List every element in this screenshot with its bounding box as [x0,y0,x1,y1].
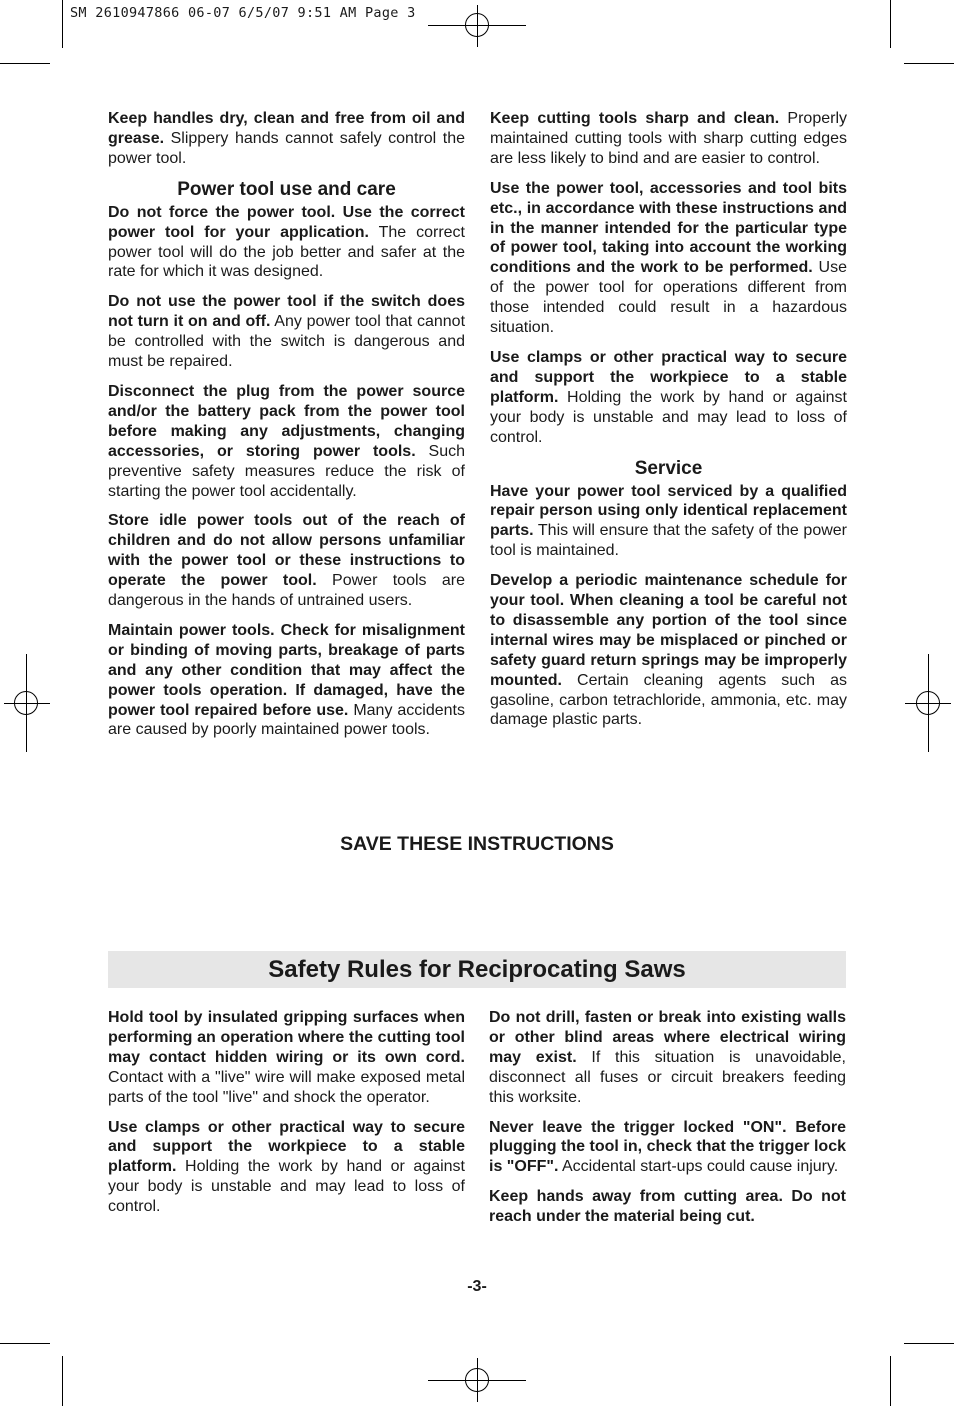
rule-paragraph [108,109,465,169]
heading-service: Service [634,457,703,479]
printer-slug: SM 2610947866 06-07 6/5/07 9:51 AM Page 3 [70,5,416,21]
rule-explanation: Properly maintained cutting tools with sharp cutting edges are less likely to bind and are easier to control. [490,110,847,167]
lower-left-column [108,1008,465,1227]
rule-bold-lead: Keep cutting tools sharp and clean. [490,110,780,127]
rule-bold-lead: Have your power tool serviced by a qualified repair person using only identical replacement parts. [490,482,847,540]
rule-paragraph [490,179,847,338]
rule-bold-lead: Do not force the power tool. Use the correct power tool for your application. [108,203,465,241]
rule-paragraph [489,1118,846,1178]
top-right-rules [490,109,847,448]
rule-bold-lead: Store idle power tools out of the reach of children and do not allow persons unfamiliar with the power tool or these instructions to operate the power tool. [108,512,465,590]
rule-bold-lead: Keep hands away from cutting area. Do not reach under the material being cut. [489,1188,846,1226]
rule-paragraph [490,571,847,730]
rule-explanation: Power tools are dangerous in the hands of untrained users. [108,572,466,610]
top-left-rules [108,109,465,169]
rule-paragraph [490,109,847,169]
rule-bold-lead: Use clamps or other practical way to secure and support the workpiece to a stable platform. [490,348,847,406]
rule-paragraph [108,511,465,611]
rule-explanation: Holding the work by hand or against your body is unstable and may lead to loss of control. [108,1158,465,1216]
rule-explanation: Slippery hands cannot safely control the power tool. [108,129,465,167]
rule-paragraph [490,482,847,562]
rule-paragraph [108,1008,465,1108]
upper-right-column [490,109,847,740]
rule-explanation: This will ensure that the safety of the power tool is maintained. [490,522,847,560]
rule-explanation: If this situation is unavoidable, disconnect all fuses or circuit breakers feeding this worksite. [489,1048,846,1106]
page-number: -3- [467,1278,487,1295]
use-care-rules [108,203,465,741]
rule-bold-lead: Do not drill, fasten or break into existing walls or other blind areas where electrical wiring may exist. [489,1009,846,1066]
rule-paragraph [489,1187,846,1227]
rule-paragraph [108,1118,465,1218]
rule-paragraph [489,1008,846,1108]
banner-title: Safety Rules for Reciprocating Saws [268,956,686,983]
save-instructions: SAVE THESE INSTRUCTIONS [340,833,614,855]
rule-bold-lead: Use clamps or other practical way to secure and support the workpiece to a stable platform. [108,1118,465,1176]
section-banner [108,951,846,988]
rule-paragraph [108,621,465,740]
rule-explanation: Use of the power tool for operations different from those intended could result in a hazardous situation. [490,259,847,337]
rule-explanation: Contact with a "live" wire will make exposed metal parts of the tool "live" and shock the operator. [108,1068,465,1106]
saw-right-rules [489,1008,846,1227]
upper-left-column [108,109,465,750]
rule-explanation: Accidental start-ups could cause injury. [558,1158,839,1176]
rule-explanation: Many accidents are caused by poorly maintained power tools. [108,701,466,739]
rule-bold-lead: Never leave the trigger locked "ON". Before plugging the tool in, check that the trigger lock is "OFF". [489,1118,846,1176]
heading-power-tool-use-care: Power tool use and care [177,178,396,200]
rule-explanation: Any power tool that cannot be controlled with the switch is dangerous and must be repaired. [108,313,466,371]
rule-paragraph [108,203,465,283]
lower-right-column [489,1008,846,1237]
rule-bold-lead: Keep handles dry, clean and free from oil and grease. [108,110,465,147]
rule-bold-lead: Maintain power tools. Check for misalignment or binding of moving parts, breakage of parts and any other condition that may affect the power tools operation. If damaged, have the power tool repaired before use. [108,621,465,719]
rule-bold-lead: Do not use the power tool if the switch does not turn it on and off. [108,293,465,331]
rule-bold-lead: Use the power tool, accessories and tool bits etc., in accordance with these instructions and in the manner intended for the particular type of power tool, taking into account the working conditions and the work to be performed. [490,179,847,277]
service-rules [490,482,847,731]
rule-explanation: Such preventive safety measures reduce the risk of starting the power tool accidentally. [108,442,465,500]
saw-left-rules [108,1008,465,1217]
rule-explanation: The correct power tool will do the job better and safer at the rate for which it was designed. [108,223,465,281]
rule-paragraph [490,348,847,448]
rule-paragraph [108,382,465,501]
rule-bold-lead: Hold tool by insulated gripping surfaces when performing an operation where the cutting tool may contact hidden wiring or its own cord. [108,1009,465,1066]
rule-bold-lead: Disconnect the plug from the power source and/or the battery pack from the power tool before making any adjustments, changing accessories, or storing power tools. [108,382,465,460]
rule-explanation: Certain cleaning agents such as gasoline, carbon tetrachloride, ammonia, etc. may damage plastic parts. [490,671,847,729]
rule-paragraph [108,292,465,372]
rule-explanation: Holding the work by hand or against your body is unstable and may lead to loss of control. [490,388,847,446]
rule-bold-lead: Develop a periodic maintenance schedule for your tool. When cleaning a tool be careful not to disassemble any portion of the tool since internal wires may be misplaced or pinched or safety guard return springs may be improperly mounted. [490,572,847,689]
